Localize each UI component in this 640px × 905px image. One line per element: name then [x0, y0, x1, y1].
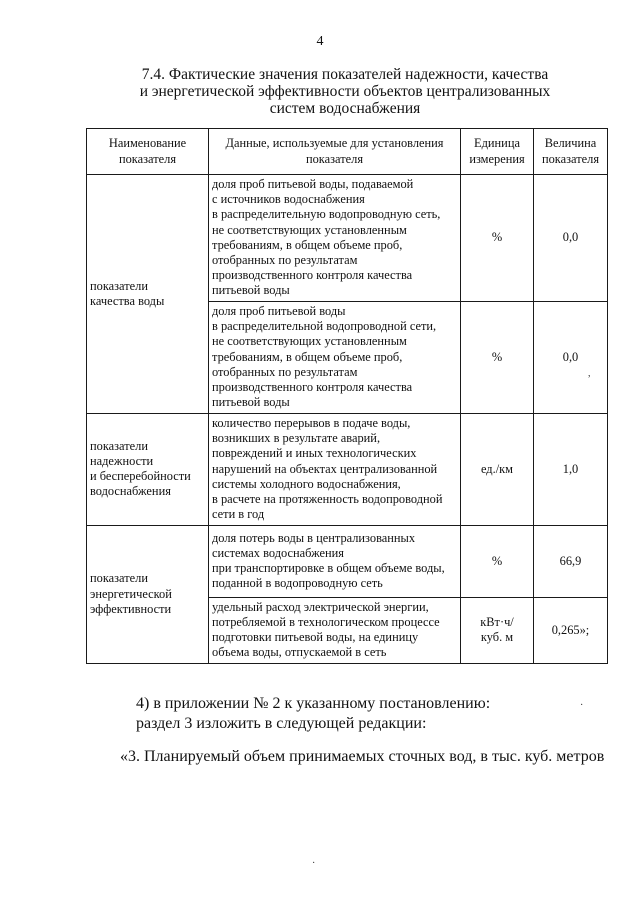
- header-data-used: Данные, используемые для установления показателя: [209, 129, 461, 175]
- indicator-unit: %: [461, 175, 534, 302]
- scan-speck: ·: [580, 700, 584, 711]
- scan-speck: ,: [588, 368, 591, 379]
- table-row: [87, 175, 608, 302]
- scan-speck: ·: [312, 858, 316, 869]
- header-value: Величина показателя: [534, 129, 608, 175]
- indicator-unit: %: [461, 525, 534, 597]
- indicator-value: 1,0: [534, 413, 608, 525]
- section-title: [95, 66, 595, 117]
- indicator-description: количество перерывов в подаче воды, возникших в результате аварий, повреждений и иных технологических нарушений на объектах централизованной системы холодного водоснабжения, в расчете на протяженность водопроводной сети в год: [209, 413, 461, 525]
- header-unit: Единица измерения: [461, 129, 534, 175]
- table-row: [87, 413, 608, 525]
- amendment-section-heading: «3. Планируемый объем принимаемых сточных вод, в тыс. куб. метров: [120, 748, 605, 765]
- indicator-value: 0,0: [534, 301, 608, 413]
- indicator-description: доля проб питьевой воды, подаваемой с источников водоснабжения в распределительную водопроводную сеть, не соответствующих установленным требованиям, в общем объеме проб, отобранных по результатам производственного контроля качества питьевой воды: [209, 175, 461, 302]
- table-header-row: [87, 129, 608, 175]
- indicator-unit: ед./км: [461, 413, 534, 525]
- section-title-line: и энергетической эффективности объектов централизованных: [139, 83, 551, 100]
- page-number: 4: [316, 34, 324, 49]
- indicator-description: доля проб питьевой воды в распределительной водопроводной сети, не соответствующих установленным требованиям, в общем объеме проб, отобранных по результатам производственного контроля качества питьевой воды: [209, 301, 461, 413]
- indicator-value: 66,9: [534, 525, 608, 597]
- amendment-item-text: раздел 3 изложить в следующей редакции:: [136, 715, 427, 732]
- amendment-item-text: 4) в приложении № 2 к указанному постановлению:: [136, 695, 491, 712]
- indicator-unit: %: [461, 301, 534, 413]
- indicator-group-quality: показатели качества воды: [87, 175, 209, 414]
- indicator-group-energy: показатели энергетической эффективности: [87, 525, 209, 663]
- header-indicator-name: Наименование показателя: [87, 129, 209, 175]
- section-title-line: 7.4. Фактические значения показателей надежности, качества: [141, 66, 549, 83]
- table-row: [87, 525, 608, 597]
- indicators-table: [86, 128, 608, 664]
- indicator-value: 0,265»;: [534, 597, 608, 663]
- indicator-value: 0,0: [534, 175, 608, 302]
- indicator-description: доля потерь воды в централизованных системах водоснабжения при транспортировке в общем объеме воды, поданной в водопроводную сеть: [209, 525, 461, 597]
- indicator-unit: кВт·ч/ куб. м: [461, 597, 534, 663]
- indicator-description: удельный расход электрической энергии, потребляемой в технологическом процессе подготовки питьевой воды, на единицу объема воды, отпускаемой в сеть: [209, 597, 461, 663]
- section-title-line: систем водоснабжения: [269, 100, 421, 117]
- indicator-group-reliability: показатели надежности и бесперебойности водоснабжения: [87, 413, 209, 525]
